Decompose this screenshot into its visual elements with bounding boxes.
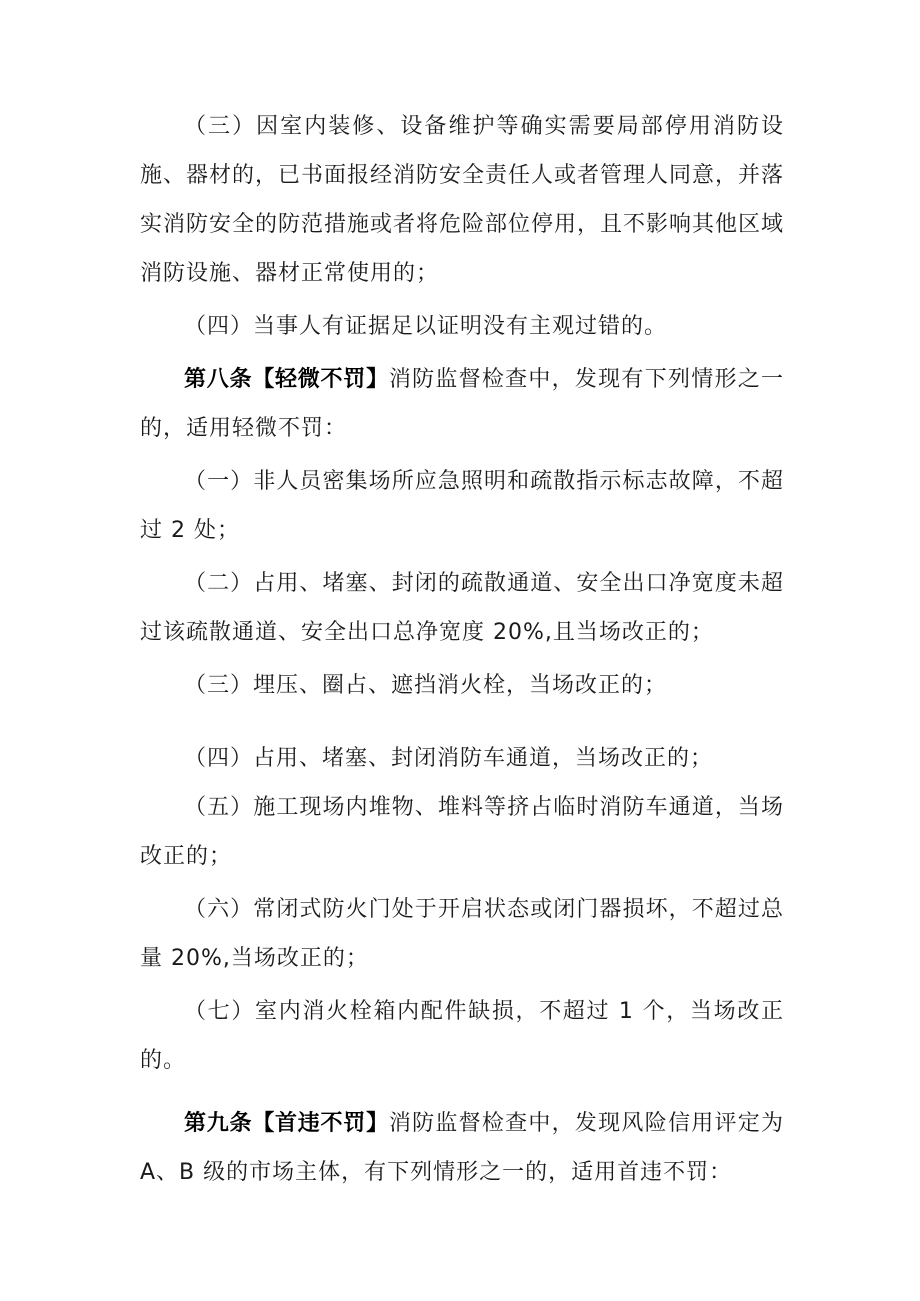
article-9-heading: 第九条【首违不罚】 — [184, 1111, 389, 1136]
article-8-heading: 第八条【轻微不罚】 — [184, 367, 389, 392]
article-8-item-5: （五）施工现场内堆物、堆料等挤占临时消防车通道，当场改正的； — [140, 795, 784, 869]
article-9-body: 消防监督检查中，发现风险信用评定为 A、B 级的市场主体，有下列情形之一的，适用首违不罚： — [140, 1111, 784, 1185]
article-8-item-1: （一）非人员密集场所应急照明和疏散指示标志故障，不超过 2 处； — [140, 469, 784, 543]
article-9-paragraph — [140, 1099, 784, 1197]
article-8-item-3: （三）埋压、圈占、遮挡消火栓，当场改正的； — [184, 673, 668, 698]
article-8-item-2: （二）占用、堵塞、封闭的疏散通道、安全出口净宽度未超过该疏散通道、安全出口总净宽度 20%,且当场改正的； — [140, 571, 784, 645]
article-8-item-4: （四）占用、堵塞、封闭消防车通道，当场改正的； — [184, 746, 714, 771]
article-8-item-6: （六）常闭式防火门处于开启状态或闭门器损坏，不超过总量 20%,当场改正的； — [140, 897, 784, 971]
paragraph-item-4: （四）当事人有证据足以证明没有主观过错的。 — [184, 314, 668, 339]
article-8-body: 消防监督检查中，发现有下列情形之一的，适用轻微不罚： — [140, 367, 784, 441]
document-page — [140, 102, 784, 1197]
article-8-paragraph — [140, 355, 784, 453]
article-8-item-7: （七）室内消火栓箱内配件缺损，不超过 1 个，当场改正的。 — [140, 999, 784, 1073]
paragraph-item-3: （三）因室内装修、设备维护等确实需要局部停用消防设施、器材的，已书面报经消防安全责任人或者管理人同意，并落实消防安全的防范措施或者将危险部位停用，且不影响其他区域消防设施、器材正常使用的； — [140, 114, 785, 286]
